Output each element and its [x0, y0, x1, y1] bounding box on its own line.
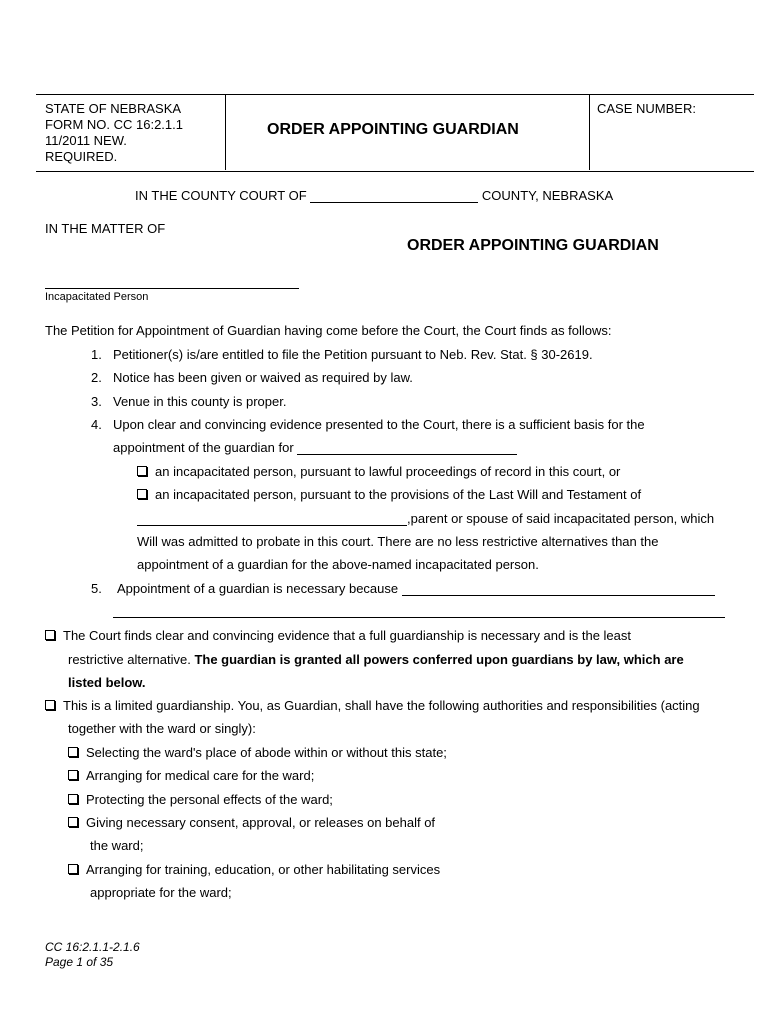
authority-text: Protecting the personal effects of the ward;	[86, 792, 333, 807]
incapacitated-person-name-field[interactable]	[45, 288, 299, 289]
will-continuation: appointment of a guardian for the above-named incapacitated person.	[137, 557, 539, 572]
will-continuation: Will was admitted to probate in this court. There are no less restrictive alternatives than the	[137, 534, 659, 549]
county-name-field[interactable]	[310, 190, 478, 203]
form-info-line: 11/2011 NEW.	[45, 133, 127, 148]
form-info-line: REQUIRED.	[45, 149, 118, 164]
authority-text: Arranging for training, education, or other habilitating services	[86, 862, 441, 877]
finding-4-option	[137, 487, 641, 502]
will-line	[137, 511, 714, 526]
form-info-line: STATE OF NEBRASKA	[45, 101, 182, 116]
finding-text: Venue in this county is proper.	[113, 394, 287, 409]
checkbox[interactable]	[45, 700, 55, 710]
authority-item	[68, 792, 333, 807]
finding-5	[117, 581, 715, 596]
limited-guardianship-text: This is a limited guardianship. You, as Guardian, shall have the following authorities and responsibilities (acting	[63, 698, 700, 713]
guardian-for-field[interactable]	[297, 442, 517, 455]
page-number: Page 1 of 35	[45, 955, 114, 969]
checkbox[interactable]	[137, 466, 147, 476]
court-line-prefix: IN THE COUNTY COURT OF	[135, 188, 307, 203]
finding-text: Upon clear and convincing evidence presented to the Court, there is a sufficient basis for the	[113, 417, 645, 432]
testator-name-field[interactable]	[137, 513, 407, 526]
checkbox[interactable]	[137, 489, 147, 499]
finding-number: 4.	[91, 417, 102, 432]
finding-number: 2.	[91, 370, 102, 385]
finding-text: Notice has been given or waived as required by law.	[113, 370, 413, 385]
full-guardianship-option	[45, 628, 631, 643]
finding-number: 3.	[91, 394, 102, 409]
finding-4-cont-text: appointment of the guardian for	[113, 440, 294, 455]
full-guardianship-line-2	[68, 652, 684, 667]
page-title: ORDER APPOINTING GUARDIAN	[407, 237, 659, 254]
checkbox[interactable]	[45, 630, 55, 640]
authority-item	[68, 768, 314, 783]
full-guardianship-bold-text: The guardian is granted all powers conferred upon guardians by law, which are	[194, 652, 684, 667]
necessity-reason-field-line-2[interactable]	[113, 617, 725, 618]
form-info-line: FORM NO. CC 16:2.1.1	[45, 117, 183, 132]
checkbox[interactable]	[68, 864, 78, 874]
authority-item	[68, 862, 440, 877]
full-guardianship-text: restrictive alternative.	[68, 652, 195, 667]
finding-number: 5.	[91, 581, 102, 596]
finding-4-continuation	[113, 440, 517, 455]
limited-guardianship-option	[45, 698, 700, 713]
checkbox[interactable]	[68, 770, 78, 780]
checkbox[interactable]	[68, 747, 78, 757]
authority-text: Giving necessary consent, approval, or releases on behalf of	[86, 815, 436, 830]
incapacitated-person-label: Incapacitated Person	[45, 291, 149, 303]
authority-text: Arranging for medical care for the ward;	[86, 768, 315, 783]
form-code: CC 16:2.1.1-2.1.6	[45, 940, 140, 954]
full-guardianship-bold-text: listed below.	[68, 675, 146, 690]
checkbox[interactable]	[68, 817, 78, 827]
authority-text: Selecting the ward's place of abode within or without this state;	[86, 745, 447, 760]
will-line-suffix: ,parent or spouse of said incapacitated person, which	[407, 511, 715, 526]
finding-text: Petitioner(s) is/are entitled to file the Petition pursuant to Neb. Rev. Stat. § 30-2619.	[113, 347, 593, 362]
header-divider	[589, 94, 590, 170]
full-guardianship-text: The Court finds clear and convincing evidence that a full guardianship is necessary and is the least	[63, 628, 631, 643]
limited-guardianship-text: together with the ward or singly):	[68, 721, 256, 736]
page-footer	[45, 940, 140, 970]
option-text: an incapacitated person, pursuant to lawful proceedings of record in this court, or	[155, 464, 621, 479]
checkbox[interactable]	[68, 794, 78, 804]
option-text: an incapacitated person, pursuant to the provisions of the Last Will and Testament of	[155, 487, 642, 502]
finding-text: Appointment of a guardian is necessary because	[117, 581, 399, 596]
intro-text: The Petition for Appointment of Guardian having come before the Court, the Court finds as follows:	[45, 323, 612, 338]
header-title: ORDER APPOINTING GUARDIAN	[267, 121, 519, 138]
form-info	[45, 101, 220, 165]
court-line-suffix: COUNTY, NEBRASKA	[481, 188, 614, 203]
necessity-reason-field[interactable]	[402, 583, 715, 596]
finding-4-option	[137, 464, 620, 479]
case-number-label: CASE NUMBER:	[597, 101, 696, 116]
header-divider	[225, 94, 226, 170]
matter-label: IN THE MATTER OF	[45, 221, 166, 236]
finding-number: 1.	[91, 347, 102, 362]
authority-text-continuation: appropriate for the ward;	[90, 885, 232, 900]
authority-item	[68, 745, 447, 760]
authority-text-continuation: the ward;	[90, 838, 144, 853]
court-line	[135, 188, 613, 203]
authority-item	[68, 815, 435, 830]
